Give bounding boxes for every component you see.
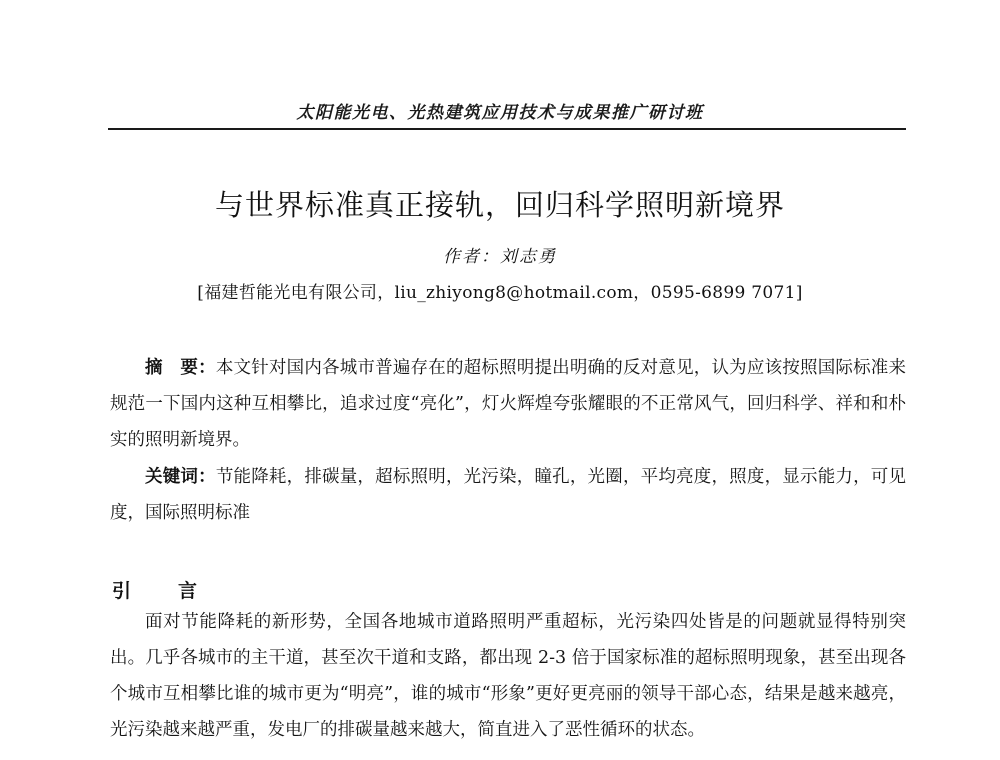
paper-title: 与世界标准真正接轨，回归科学照明新境界 [214,188,785,222]
keywords-paragraph [110,459,906,531]
introduction-text: 面对节能降耗的新形势，全国各地城市道路照明严重超标，光污染四处皆是的问题就显得特别突出。几乎各城市的主干道，甚至次干道和支路，都出现 2-3 倍于国家标准的超标照明现象，甚至出现各个城市互相攀比谁的城市更为“明亮”，谁的城市“形象”更好更亮丽的领导干部心态，结果是越来越亮，光污染越来越严重，发电厂的排碳量越来越大，简直进入了恶性循环的状态。 [110,612,906,740]
introduction-paragraph [110,604,906,748]
author-line: 作者：刘志勇 [443,247,557,267]
section-heading-introduction: 引 言 [112,580,212,602]
keywords-label: 关键词： [145,467,216,487]
header-rule [108,128,906,130]
abstract-text: 本文针对国内各城市普遍存在的超标照明提出明确的反对意见，认为应该按照国际标准来规范一下国内这种互相攀比，追求过度“亮化”，灯火辉煌夸张耀眼的不正常风气，回归科学、祥和和朴实的照明新境界。 [110,358,906,450]
abstract-paragraph [110,350,906,458]
affiliation-line: [福建哲能光电有限公司，liu_zhiyong8@hotmail.com，0595-6899 7071] [197,283,803,303]
keywords-text: 节能降耗，排碳量，超标照明，光污染，瞳孔，光圈，平均亮度，照度，显示能力，可见度，国际照明标准 [110,467,906,523]
running-header: 太阳能光电、光热建筑应用技术与成果推广研讨班 [296,103,704,123]
abstract-label: 摘 要： [145,358,216,378]
